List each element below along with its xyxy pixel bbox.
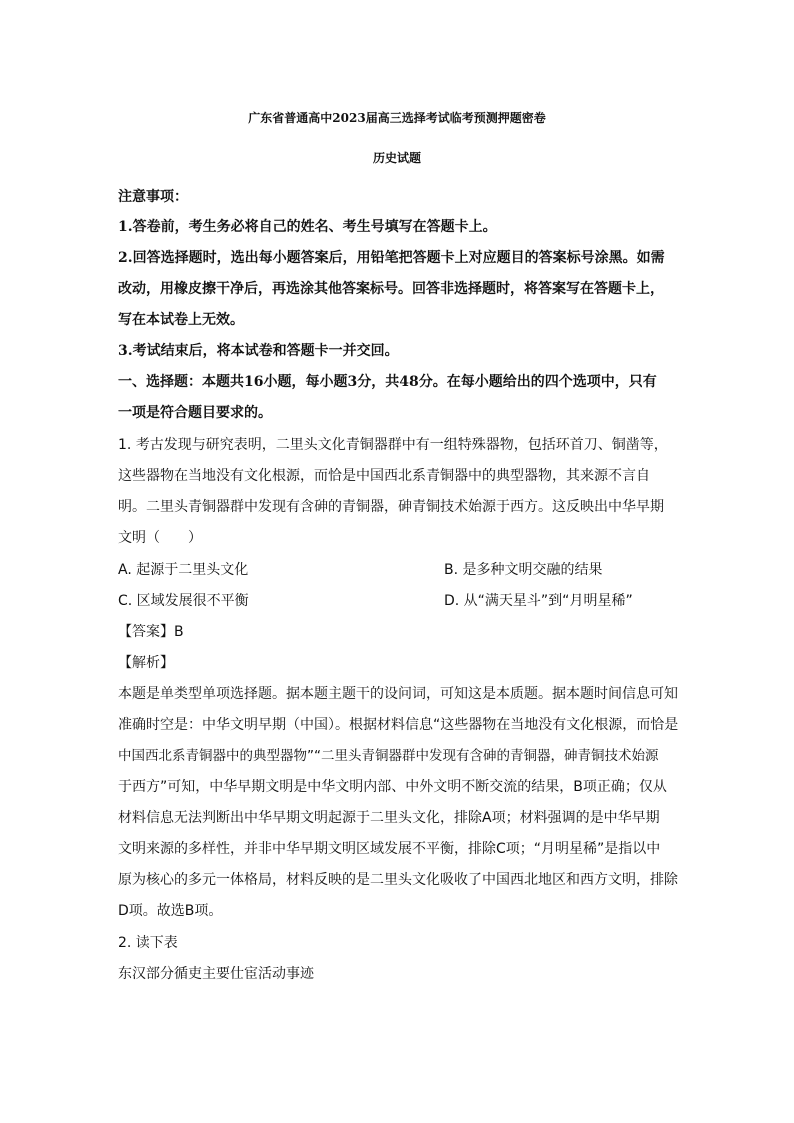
analysis-text: 文明来源的多样性，并非中华早期文明区域发展不平衡，排除C项；“月明星稀”是指以中 xyxy=(118,841,661,857)
option-d: D. 从“满天星斗”到“月明星稀” xyxy=(444,593,633,609)
option-a: A. 起源于二里头文化 xyxy=(118,562,249,578)
analysis-text: D项。故选B项。 xyxy=(118,903,223,919)
analysis-text: 本题是单类型单项选择题。据本题主题干的设问词，可知这是本质题。据本题时间信息可知 xyxy=(118,686,678,702)
section-heading: 一、选择题：本题共16小题，每小题3分，共48分。在每小题给出的四个选项中，只有 xyxy=(118,374,657,390)
option-c: C. 区域发展很不平衡 xyxy=(118,593,249,609)
analysis-text: 原为核心的多元一体格局，材料反映的是二里头文化吸收了中国西北地区和西方文明，排除 xyxy=(118,872,678,888)
analysis-text: 准确时空是：中华文明早期（中国）。根据材料信息“这些器物在当地没有文化根源，而恰是 xyxy=(118,717,679,733)
analysis-heading: 【解析】 xyxy=(118,655,174,671)
notice-item: 写在本试卷上无效。 xyxy=(118,312,244,328)
notice-item: 1.答卷前，考生务必将自己的姓名、考生号填写在答题卡上。 xyxy=(118,219,497,235)
question-1-stem: 文明（ ） xyxy=(118,530,202,546)
question-1-stem: 这些器物在当地没有文化根源，而恰是中国西北系青铜器中的典型器物，其来源不言自 xyxy=(118,468,650,484)
answer-label: 【答案】B xyxy=(118,624,184,640)
analysis-text: 中国西北系青铜器中的典型器物”“二里头青铜器群中发现有含砷的青铜器，砷青铜技术始源 xyxy=(118,748,659,764)
page-subtitle: 历史试题 xyxy=(372,151,421,165)
table-caption: 东汉部分循吏主要仕宦活动事迹 xyxy=(118,966,314,982)
notice-heading: 注意事项： xyxy=(118,189,188,205)
page-title: 广东省普通高中2023届高三选择考试临考预测押题密卷 xyxy=(248,111,546,125)
notice-item: 改动，用橡皮擦干净后，再选涂其他答案标号。回答非选择题时，将答案写在答题卡上， xyxy=(118,281,664,297)
question-2-stem: 2. 读下表 xyxy=(118,935,178,951)
analysis-text: 材料信息无法判断出中华早期文明起源于二里头文化，排除A项；材料强调的是中华早期 xyxy=(118,810,660,826)
option-b: B. 是多种文明交融的结果 xyxy=(444,562,603,578)
notice-item: 2.回答选择题时，选出每小题答案后，用铅笔把答题卡上对应题目的答案标号涂黑。如需 xyxy=(118,250,665,266)
analysis-text: 于西方”可知，中华早期文明是中华文明内部、中外文明不断交流的结果，B项正确；仅从 xyxy=(118,779,667,795)
question-1-stem: 明。二里头青铜器群中发现有含砷的青铜器，砷青铜技术始源于西方。这反映出中华早期 xyxy=(118,499,664,515)
question-1-stem: 1. 考古发现与研究表明，二里头文化青铜器群中有一组特殊器物，包括环首刀、铜凿等， xyxy=(118,437,668,453)
section-heading-cont: 一项是符合题目要求的。 xyxy=(118,405,272,421)
notice-item: 3.考试结束后，将本试卷和答题卡一并交回。 xyxy=(118,343,399,359)
